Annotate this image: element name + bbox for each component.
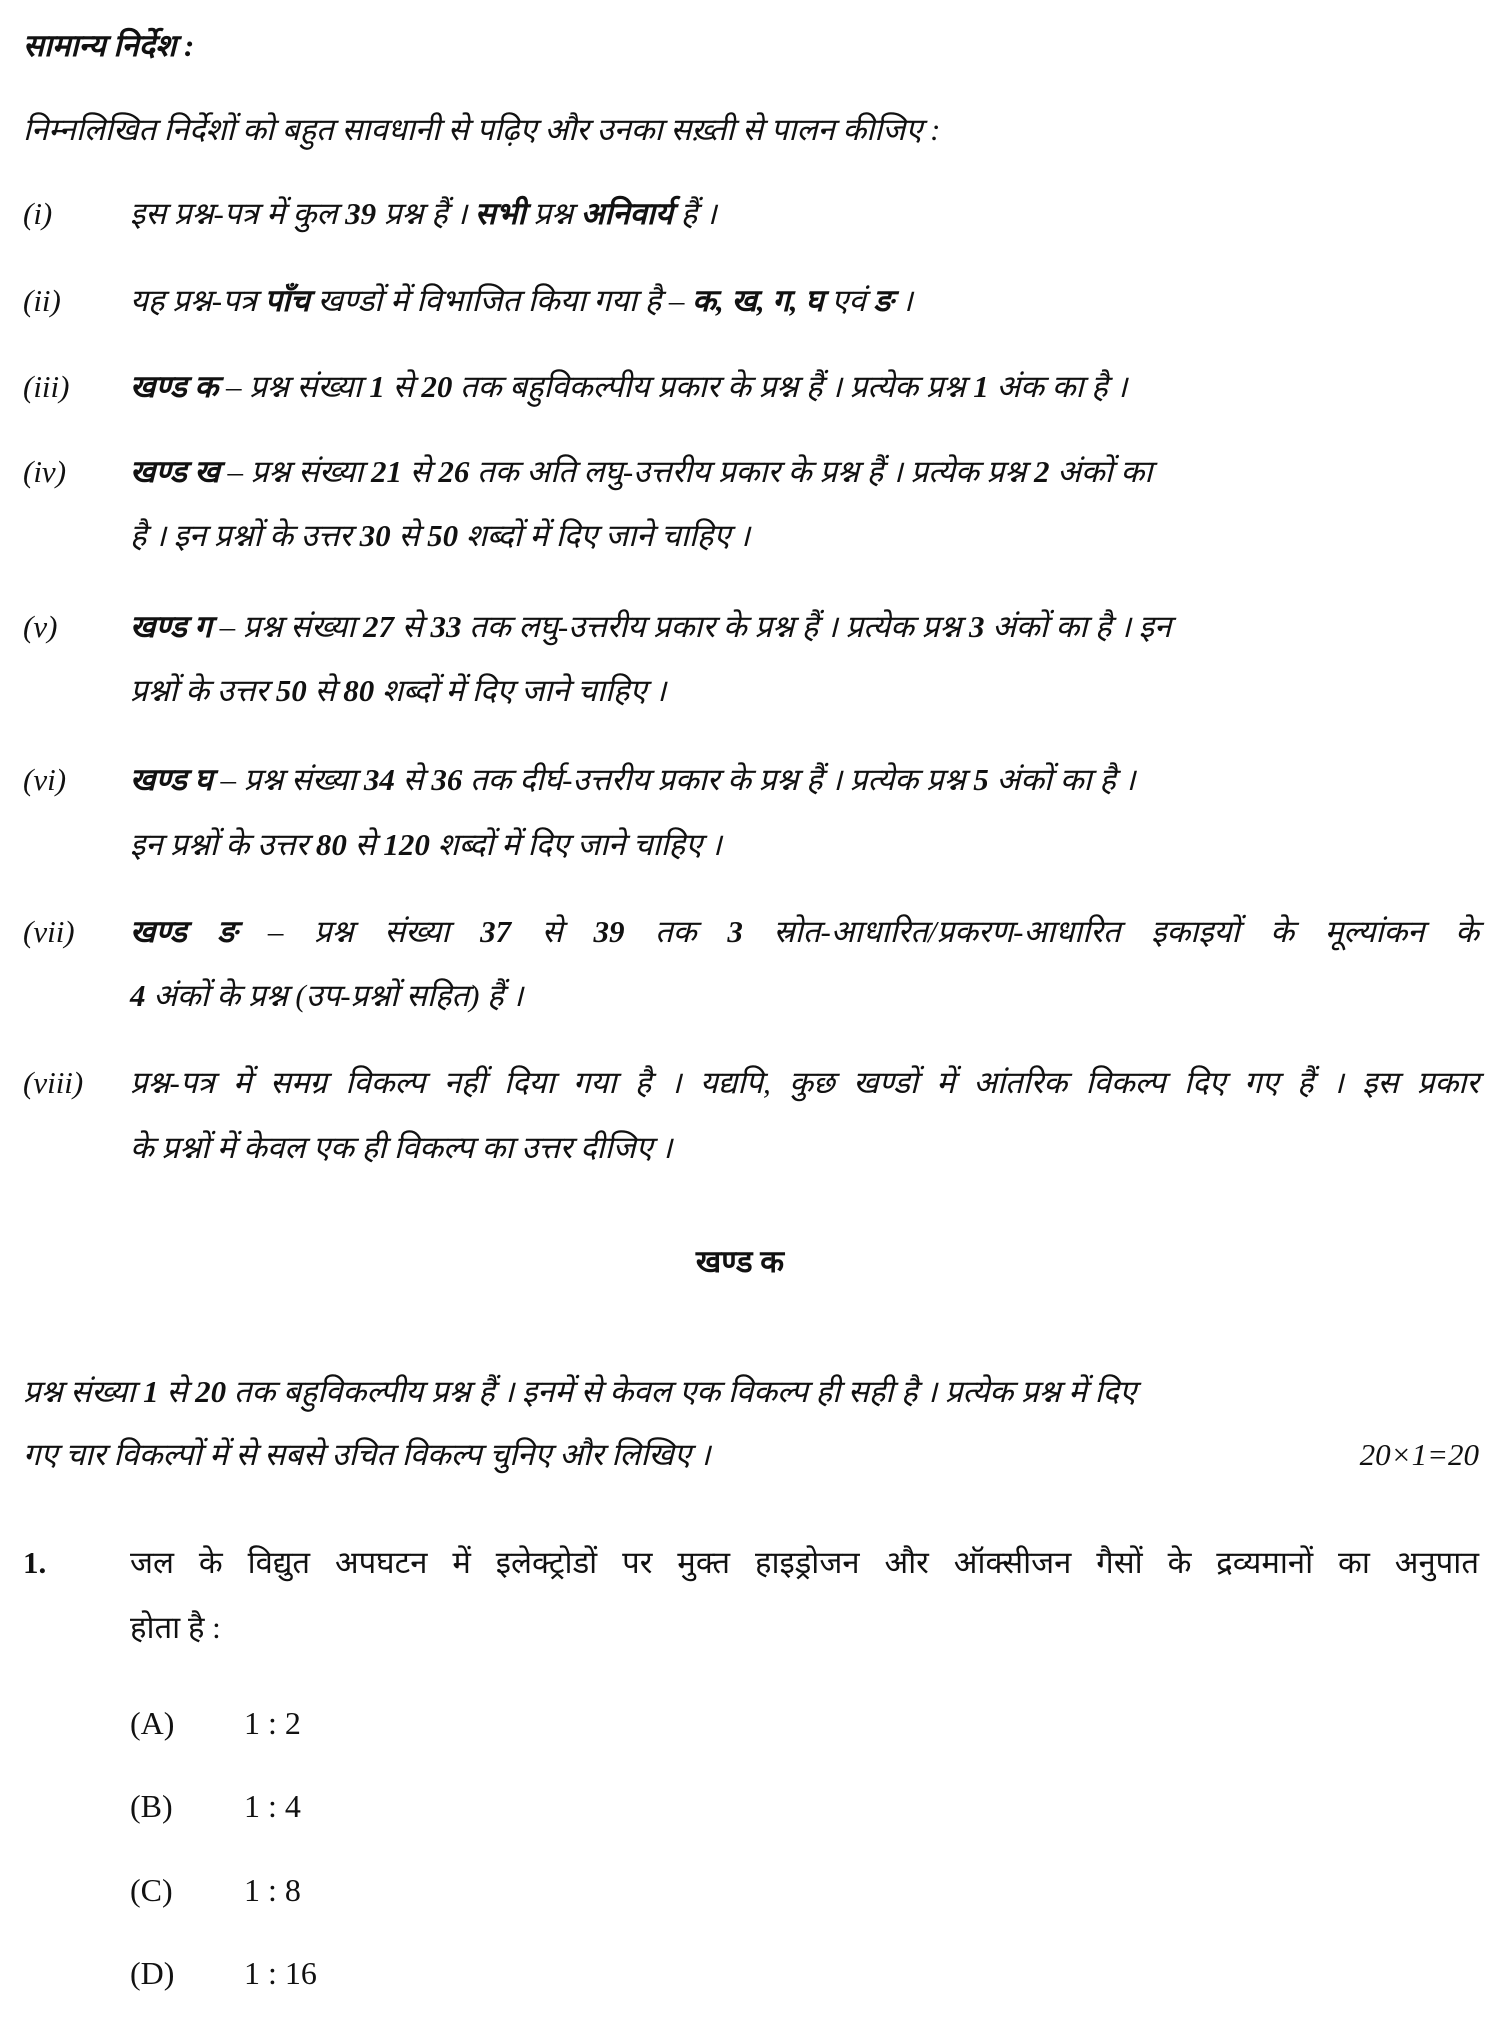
bold-text: 21: [370, 454, 402, 489]
text-line: [130, 194, 717, 234]
bold-text: खण्ड ख: [130, 454, 220, 489]
item-number: (ii): [23, 283, 61, 318]
bold-text: 20: [195, 1374, 227, 1409]
text-segment: प्रश्न-पत्र में समग्र विकल्प नहीं दिया गया है । यद्यपि, कुछ खण्डों में आंतरिक विकल्प दिए गए हैं । इस प्रकार: [130, 1065, 1479, 1100]
bold-text: 39: [345, 196, 377, 231]
text-line: [130, 976, 523, 1016]
bold-text: 1: [369, 369, 385, 404]
text-segment: शब्दों में दिए जाने चाहिए ।: [458, 518, 750, 553]
text-line: [23, 1372, 1136, 1412]
text-segment: अंक का है ।: [988, 369, 1128, 404]
text-segment: से: [394, 762, 432, 797]
option-label: (C): [130, 1872, 173, 1908]
text-segment: – प्रश्न संख्या: [212, 762, 364, 797]
question-number: 1.: [23, 1545, 47, 1580]
text-segment: से: [158, 1374, 196, 1409]
item-number: (vii): [23, 914, 75, 949]
item-number: (vi): [23, 762, 67, 797]
item-number: (i): [23, 196, 53, 231]
text-segment: से: [394, 609, 431, 644]
text-segment: प्रश्न हैं ।: [376, 196, 475, 231]
option-label: (A): [130, 1705, 175, 1741]
item-number: (iii): [23, 369, 70, 404]
text-segment: अंकों का है ।: [988, 762, 1136, 797]
text-segment: यह प्रश्न-पत्र: [130, 283, 265, 318]
bold-text: 30: [359, 518, 391, 553]
bold-text: 33: [430, 609, 462, 644]
text-segment: प्रश्न संख्या: [23, 1374, 144, 1409]
option-value: 1 : 2: [244, 1705, 301, 1741]
section-heading: खण्ड क: [695, 1244, 785, 1279]
text-line: [130, 760, 1135, 800]
bold-text: 20: [421, 369, 453, 404]
text-segment: के प्रश्नों में केवल एक ही विकल्प का उत्तर दीजिए ।: [130, 1130, 673, 1165]
bold-text: खण्ड ङ: [130, 914, 238, 949]
bold-text: 80: [343, 673, 375, 708]
option-value: 1 : 8: [244, 1872, 301, 1908]
text-segment: – प्रश्न संख्या: [219, 454, 371, 489]
text-segment: है । इन प्रश्नों के उत्तर: [130, 518, 360, 553]
bold-text: खण्ड क: [130, 369, 219, 404]
text-line: [130, 452, 1152, 492]
text-line: [130, 281, 913, 321]
text-segment: होता है :: [130, 1610, 221, 1645]
bold-text: खण्ड ग: [130, 609, 212, 644]
bold-text: 50: [427, 518, 459, 553]
text-segment: गए चार विकल्पों में से सबसे उचित विकल्प चुनिए और लिखिए ।: [23, 1437, 711, 1472]
text-segment: से: [401, 454, 439, 489]
text-segment: – प्रश्न संख्या: [211, 609, 364, 644]
text-segment: एवं: [823, 283, 874, 318]
bold-text: 50: [275, 673, 307, 708]
text-segment: ।: [893, 283, 913, 318]
text-segment: शब्दों में दिए जाने चाहिए ।: [429, 827, 722, 862]
bold-text: 39: [593, 914, 625, 949]
item-number: (v): [23, 609, 58, 644]
text-segment: से: [390, 518, 428, 553]
bold-text: 37: [480, 914, 512, 949]
text-segment: खण्डों में विभाजित किया गया है –: [309, 283, 693, 318]
option-value: 1 : 4: [244, 1788, 301, 1824]
instructions-intro: निम्नलिखित निर्देशों को बहुत सावधानी से पढ़िए और उनका सख़्ती से पालन कीजिए :: [23, 112, 941, 147]
bold-text: क, ख, ग, घ: [692, 283, 824, 318]
item-number: (iv): [23, 454, 67, 489]
text-segment: से: [511, 914, 594, 949]
bold-text: 27: [363, 609, 395, 644]
text-segment: इन प्रश्नों के उत्तर: [130, 827, 316, 862]
bold-text: 34: [363, 762, 395, 797]
bold-text: 120: [383, 827, 430, 862]
option-value: 1 : 16: [244, 1955, 317, 1991]
bold-text: 3: [727, 914, 743, 949]
text-segment: तक: [624, 914, 728, 949]
bold-text: 1: [973, 369, 989, 404]
text-segment: इस प्रश्न-पत्र में कुल: [130, 196, 346, 231]
text-segment: से: [346, 827, 384, 862]
bold-text: सभी: [474, 196, 526, 231]
bold-text: 80: [315, 827, 347, 862]
text-line: [130, 1608, 221, 1648]
bold-text: 4: [130, 978, 146, 1013]
text-segment: तक लघु-उत्तरीय प्रकार के प्रश्न हैं । प्रत्येक प्रश्न: [461, 609, 969, 644]
text-line: [130, 825, 722, 865]
text-segment: तक बहुविकल्पीय प्रश्न हैं । इनमें से केवल एक विकल्प ही सही है । प्रत्येक प्रश्न में दिए: [226, 1374, 1137, 1409]
bold-text: 2: [1033, 454, 1050, 489]
text-line: [130, 607, 1171, 647]
text-segment: जल के विद्युत अपघटन में इलेक्ट्रोडों पर मुक्त हाइड्रोजन और ऑक्सीजन गैसों के द्रव्यमानों का अनुपात: [130, 1545, 1479, 1580]
bold-text: 1: [143, 1374, 159, 1409]
text-segment: तक दीर्घ-उत्तरीय प्रकार के प्रश्न हैं । प्रत्येक प्रश्न: [462, 762, 974, 797]
text-segment: तक बहुविकल्पीय प्रकार के प्रश्न हैं । प्रत्येक प्रश्न: [452, 369, 974, 404]
text-segment: अंकों के प्रश्न (उप-प्रश्नों सहित) हैं ।: [145, 978, 524, 1013]
text-segment: अंकों का है । इन: [984, 609, 1172, 644]
text-segment: से: [384, 369, 422, 404]
text-line: [130, 1128, 672, 1168]
item-number: (viii): [23, 1065, 84, 1100]
bold-text: 5: [973, 762, 989, 797]
instructions-title: सामान्य निर्देश :: [23, 28, 195, 63]
text-line: [130, 671, 666, 711]
text-segment: प्रश्नों के उत्तर: [130, 673, 276, 708]
bold-text: 26: [438, 454, 470, 489]
text-segment: हैं ।: [672, 196, 717, 231]
text-segment: स्रोत-आधारित/प्रकरण-आधारित इकाइयों के मूल्यांकन के: [742, 914, 1480, 949]
option-label: (B): [130, 1788, 173, 1824]
bold-text: ङ: [873, 283, 894, 318]
text-line: [130, 367, 1127, 407]
text-segment: तक अति लघु-उत्तरीय प्रकार के प्रश्न हैं । प्रत्येक प्रश्न: [469, 454, 1034, 489]
text-line: [130, 516, 750, 556]
text-segment: – प्रश्न संख्या: [237, 914, 481, 949]
text-line: [130, 1543, 1479, 1583]
bold-text: पाँच: [264, 283, 310, 318]
marks-label: 20×1=20: [1359, 1437, 1479, 1472]
bold-text: खण्ड घ: [130, 762, 213, 797]
bold-text: 3: [968, 609, 985, 644]
text-segment: से: [306, 673, 344, 708]
text-line: [130, 912, 1479, 952]
text-segment: शब्दों में दिए जाने चाहिए ।: [374, 673, 667, 708]
bold-text: अनिवार्य: [580, 196, 673, 231]
text-segment: अंकों का: [1049, 454, 1153, 489]
text-line: [130, 1063, 1479, 1103]
option-label: (D): [130, 1955, 175, 1991]
text-segment: प्रश्न: [525, 196, 581, 231]
bold-text: 36: [431, 762, 463, 797]
text-line: [23, 1435, 711, 1475]
text-segment: – प्रश्न संख्या: [218, 369, 370, 404]
